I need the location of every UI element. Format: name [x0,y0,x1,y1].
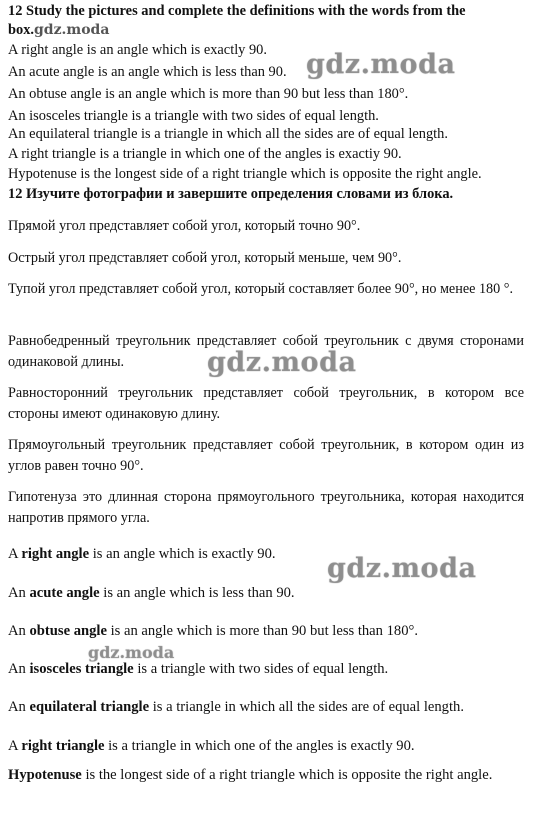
ru-paragraph-2: Острый угол представляет собой угол, который меньше, чем 90°. [8,250,402,266]
en-line-5: An equilateral triangle is a triangle in which all the sides are of equal length. [8,126,448,142]
answer-term: isosceles triangle [29,661,134,677]
answer-term: equilateral triangle [29,699,150,715]
ru-paragraph-3: Тупой угол представляет собой угол, который составляет более 90°, но менее 180 °. [8,281,514,297]
answer-item-6: A right triangle is a triangle in which one of the angles is exactly 90. [8,738,415,754]
answer-term: right triangle [21,738,105,754]
answer-term: Hypotenuse [8,767,82,783]
answer-term: right angle [21,546,90,562]
answer-item-1: A right angle is an angle which is exactly 90. [8,546,276,562]
en-line-2: An acute angle is an angle which is less than 90. [8,64,287,80]
watermark-small: gdz.moda [34,22,110,38]
watermark-3: gdz.moda [327,553,477,584]
watermark-1: gdz.moda [306,49,456,80]
en-line-7: Hypotenuse is the longest side of a right triangle which is opposite the right angle. [8,166,482,182]
watermark-2: gdz.moda [207,347,357,378]
answer-item-7: Hypotenuse is the longest side of a right triangle which is opposite the right angle. [8,767,493,783]
ru-paragraph-4: Равнобедренный треугольник представляет собой треугольник с двумя сторонами одинаковой длины. [8,333,524,370]
answer-item-5: An equilateral triangle is a triangle in which all the sides are of equal length. [8,699,464,715]
answer-item-4: An isosceles triangle is a triangle with two sides of equal length. [8,661,389,677]
exercise-heading-ru: 12 Изучите фотографии и завершите определения словами из блока. [8,186,454,202]
en-line-1: A right angle is an angle which is exactly 90. [8,42,267,58]
exercise-heading-en: 12 Study the pictures and complete the definitions with the words from the [8,3,466,19]
answer-term: obtuse angle [29,623,107,639]
watermark-4: gdz.moda [88,643,175,662]
en-line-4: An isosceles triangle is a triangle with two sides of equal length. [8,108,379,124]
ru-paragraph-7: Гипотенуза это длинная сторона прямоугольного треугольника, которая находится напротив прямого угла. [8,489,524,526]
en-line-3: An obtuse angle is an angle which is more than 90 but less than 180°. [8,86,409,102]
exercise-heading-en-cont: box.gdz.moda [8,22,110,38]
ru-paragraph-1: Прямой угол представляет собой угол, который точно 90°. [8,218,361,234]
answer-item-3: An obtuse angle is an angle which is more than 90 but less than 180°. [8,623,418,639]
ru-paragraph-5: Равносторонний треугольник представляет собой треугольник, в котором все стороны имеют одинаковую длину. [8,385,524,422]
answer-item-2: An acute angle is an angle which is less than 90. [8,585,295,601]
ru-paragraph-6: Прямоугольный треугольник представляет собой треугольник, в котором один из углов равен точно 90°. [8,437,524,474]
en-line-6: A right triangle is a triangle in which one of the angles is exactiy 90. [8,146,402,162]
answer-term: acute angle [29,585,100,601]
